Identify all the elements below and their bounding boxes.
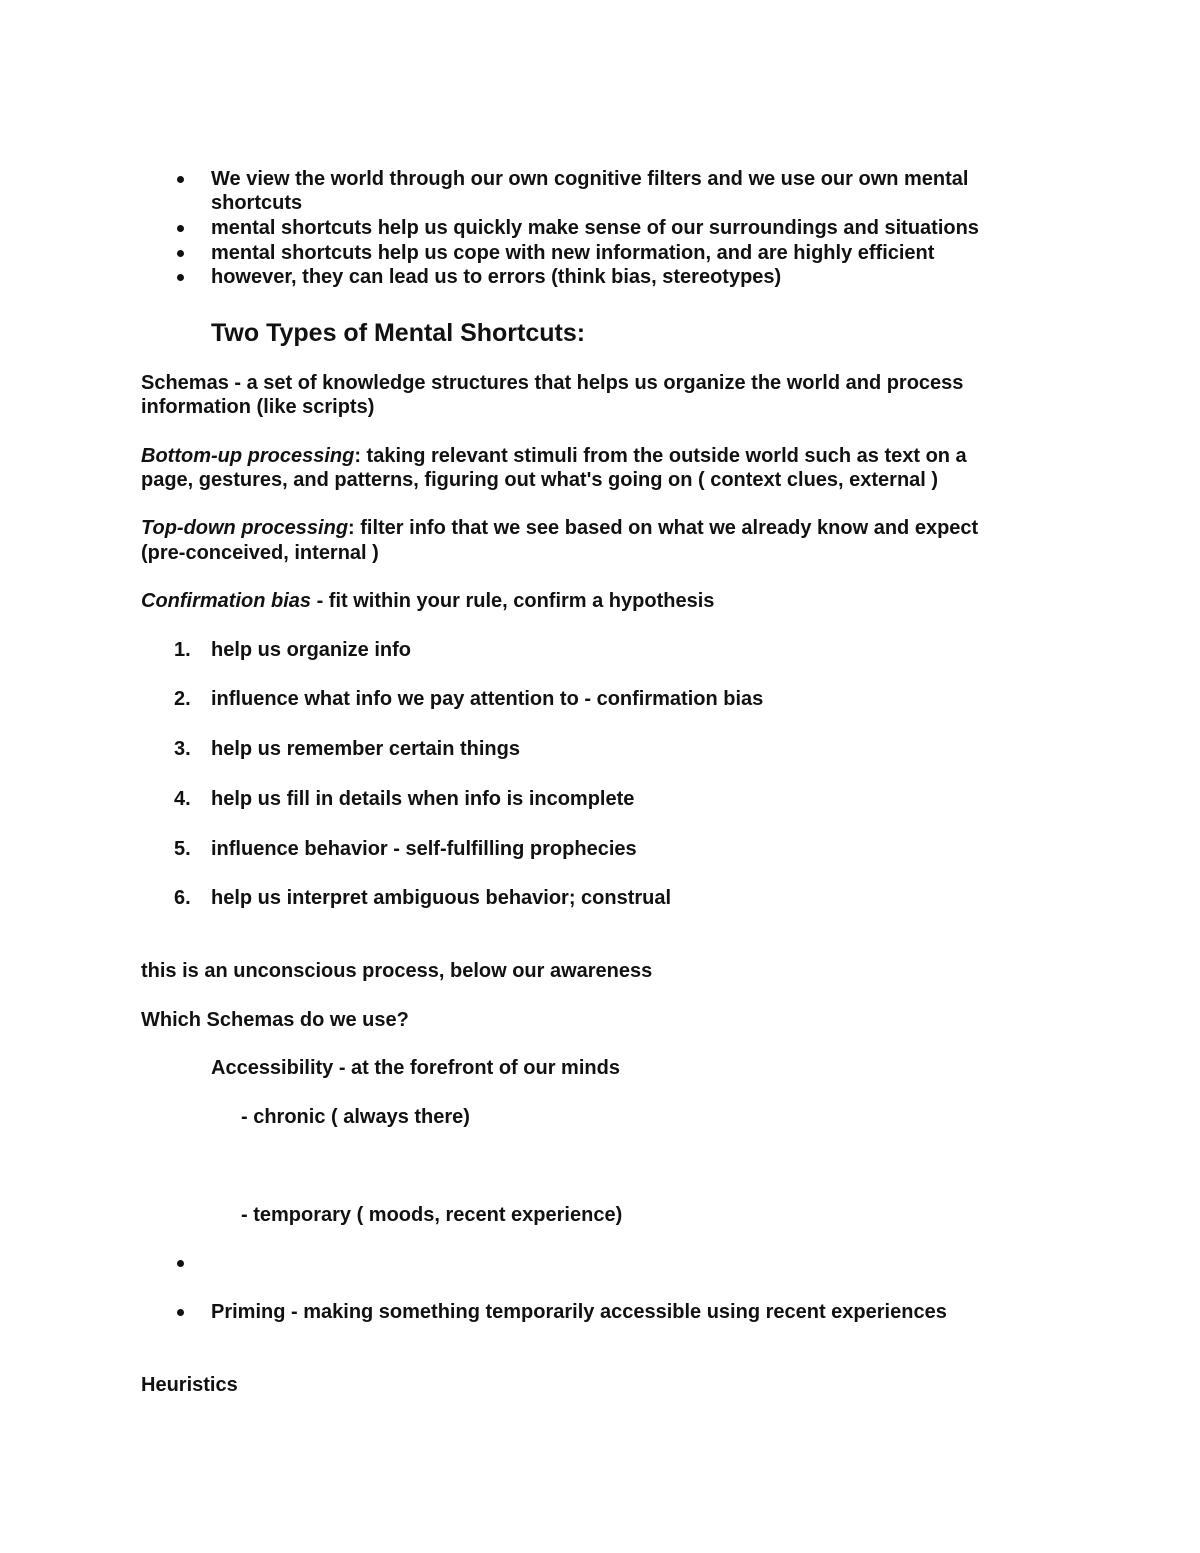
- top-down-line-1: [141, 516, 978, 540]
- list-item: however, they can lead us to errors (think bias, stereotypes): [211, 266, 782, 288]
- list-item: We view the world through our own cognitive filters and we use our own mental: [211, 168, 969, 190]
- confirmation-bias-term: Confirmation bias: [141, 590, 312, 612]
- list-number: 6.: [174, 887, 191, 909]
- list-number: 2.: [174, 688, 191, 710]
- top-down-term: Top-down processing: [141, 517, 349, 539]
- bullet-icon: [177, 176, 184, 183]
- top-down-line-2: (pre-conceived, internal ): [141, 542, 379, 564]
- top-down-text: : filter info that we see based on what we already know and expect: [348, 517, 979, 539]
- list-number: 1.: [174, 639, 191, 661]
- bottom-up-term: Bottom-up processing: [141, 445, 355, 467]
- unconscious-note: this is an unconscious process, below our awareness: [141, 960, 653, 982]
- bottom-up-line-2: page, gestures, and patterns, figuring out what's going on ( context clues, external ): [141, 469, 939, 491]
- list-item: help us fill in details when info is incomplete: [211, 788, 635, 810]
- confirmation-bias-text: - fit within your rule, confirm a hypothesis: [311, 590, 715, 612]
- schemas-line-1: Schemas - a set of knowledge structures that helps us organize the world and process: [141, 372, 964, 394]
- chronic-item: - chronic ( always there): [241, 1106, 470, 1128]
- list-number: 5.: [174, 838, 191, 860]
- list-item: help us remember certain things: [211, 738, 520, 760]
- bottom-up-line-1: [141, 444, 967, 468]
- schemas-line-2: information (like scripts): [141, 396, 375, 418]
- bullet-icon: [177, 1260, 184, 1267]
- list-item: influence behavior - self-fulfilling prophecies: [211, 838, 637, 860]
- temporary-item: - temporary ( moods, recent experience): [241, 1204, 623, 1226]
- list-item: influence what info we pay attention to - confirmation bias: [211, 688, 764, 710]
- bottom-up-text: : taking relevant stimuli from the outside world such as text on a: [354, 445, 967, 467]
- confirmation-bias-definition: [141, 589, 714, 613]
- priming-item: Priming - making something temporarily accessible using recent experiences: [211, 1301, 947, 1323]
- list-item-continuation: shortcuts: [211, 192, 303, 214]
- section-heading: Two Types of Mental Shortcuts:: [211, 319, 586, 347]
- bullet-icon: [177, 225, 184, 232]
- list-item: help us interpret ambiguous behavior; construal: [211, 887, 672, 909]
- bullet-icon: [177, 250, 184, 257]
- bullet-icon: [177, 1309, 184, 1316]
- list-item: help us organize info: [211, 639, 412, 661]
- heuristics-heading: Heuristics: [141, 1374, 238, 1396]
- list-number: 3.: [174, 738, 191, 760]
- bullet-icon: [177, 274, 184, 281]
- list-number: 4.: [174, 788, 191, 810]
- which-schemas-question: Which Schemas do we use?: [141, 1009, 409, 1031]
- accessibility-line: Accessibility - at the forefront of our minds: [211, 1057, 620, 1079]
- list-item: mental shortcuts help us cope with new information, and are highly efficient: [211, 242, 935, 264]
- list-item: mental shortcuts help us quickly make sense of our surroundings and situations: [211, 217, 979, 239]
